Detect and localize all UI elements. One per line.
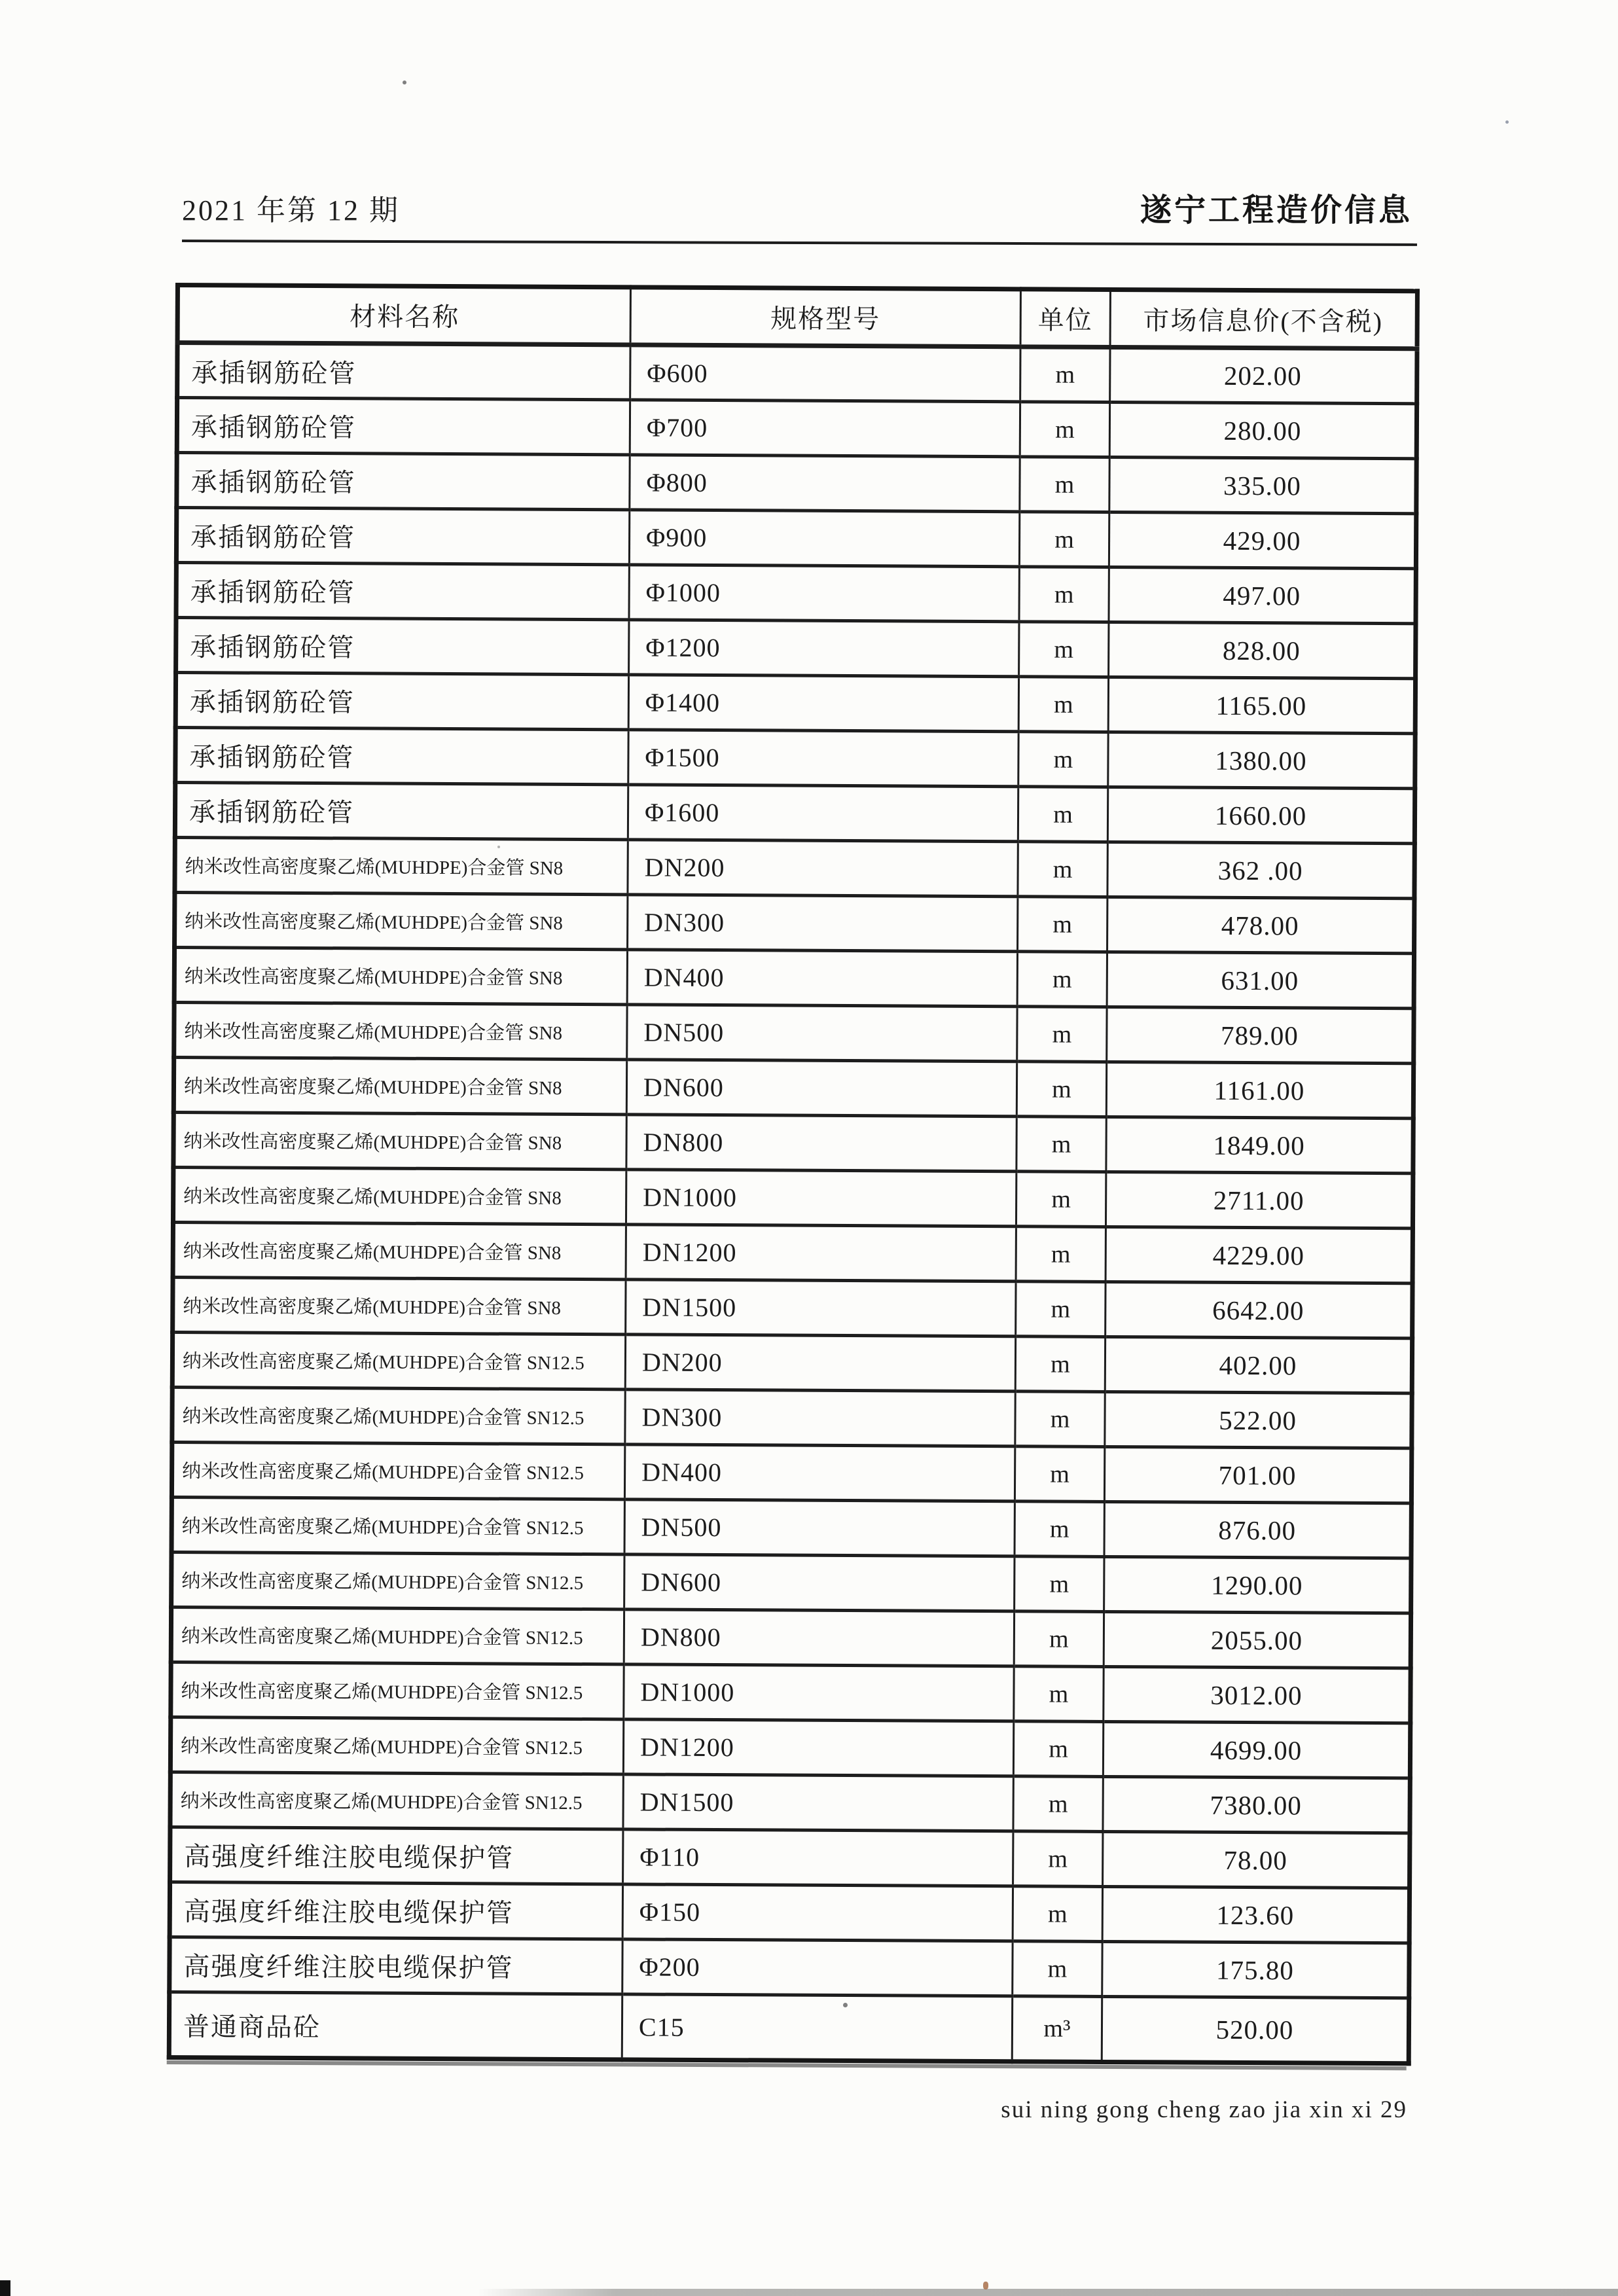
cell-unit: m: [1014, 1666, 1104, 1722]
cell-unit: m: [1016, 1062, 1106, 1117]
table-row: [174, 948, 1414, 1009]
cell-unit: m: [1019, 622, 1109, 677]
table-row: [175, 838, 1414, 899]
cell-price: 78.00: [1103, 1831, 1410, 1888]
cell-unit: m: [1017, 952, 1107, 1007]
cell-name: 纳米改性高密度聚乙烯(MUHDPE)合金管 SN8: [173, 1058, 626, 1115]
cell-name: 高强度纤维注胶电缆保护管: [170, 1827, 623, 1884]
cell-spec: DN1200: [626, 1225, 1016, 1282]
column-header-material: 材料名称: [177, 285, 630, 345]
table-row: [170, 1772, 1410, 1833]
cell-spec: Φ700: [630, 400, 1020, 457]
cell-unit: m: [1019, 567, 1109, 622]
cell-price: 1290.00: [1104, 1556, 1411, 1613]
table-row: [173, 1113, 1413, 1174]
cell-unit: m: [1013, 1886, 1102, 1942]
header-rule: [182, 240, 1417, 246]
cell-price: 6642.00: [1106, 1282, 1412, 1338]
cell-unit: m: [1015, 1501, 1104, 1557]
footer-pinyin-page-number: sui ning gong cheng zao jia xin xi 29: [1001, 2096, 1407, 2123]
cell-price: 1849.00: [1106, 1117, 1413, 1173]
cell-name: 纳米改性高密度聚乙烯(MUHDPE)合金管 SN12.5: [171, 1607, 624, 1664]
cell-unit: m: [1013, 1721, 1103, 1777]
cell-name: 承插钢筋砼管: [175, 728, 628, 785]
cell-unit: m: [1018, 677, 1108, 732]
cell-spec: DN600: [624, 1554, 1015, 1611]
scan-corner-mark: [0, 2280, 10, 2296]
cell-name: 纳米改性高密度聚乙烯(MUHDPE)合金管 SN12.5: [171, 1442, 624, 1499]
table-row: [170, 1827, 1410, 1888]
cell-price: 497.00: [1109, 567, 1416, 623]
cell-unit: m: [1015, 1391, 1105, 1447]
cell-spec: C15: [622, 1994, 1012, 2062]
cell-price: 4699.00: [1103, 1721, 1410, 1778]
table-row: [175, 728, 1415, 789]
table-row: [176, 563, 1416, 624]
table-row: [173, 1168, 1412, 1229]
cell-spec: DN1500: [623, 1774, 1013, 1831]
issue-label: 2021 年第 12 期: [182, 194, 400, 226]
cell-name: 纳米改性高密度聚乙烯(MUHDPE)合金管 SN12.5: [171, 1662, 624, 1719]
scan-speck: [1505, 120, 1509, 124]
cell-name: 纳米改性高密度聚乙烯(MUHDPE)合金管 SN12.5: [170, 1717, 623, 1774]
cell-spec: Φ200: [622, 1939, 1013, 1996]
cell-unit: m: [1018, 897, 1107, 952]
table-row: [175, 783, 1414, 844]
cell-unit: m: [1016, 1282, 1106, 1337]
cell-name: 承插钢筋砼管: [176, 508, 629, 565]
cell-name: 纳米改性高密度聚乙烯(MUHDPE)合金管 SN8: [173, 1277, 626, 1334]
publication-title: 遂宁工程造价信息: [1140, 193, 1412, 228]
table-row: [177, 453, 1416, 514]
cell-name: 承插钢筋砼管: [175, 673, 628, 730]
cell-spec: DN200: [628, 840, 1018, 897]
table-row: [174, 1003, 1414, 1064]
cell-price: 402.00: [1105, 1336, 1412, 1393]
cell-unit: m: [1013, 1941, 1102, 1997]
scan-speck: [983, 2282, 988, 2289]
price-table: [167, 283, 1420, 2066]
table-row: [176, 508, 1416, 569]
scan-speck: [403, 81, 406, 84]
cell-unit: m: [1019, 512, 1109, 567]
cell-price: 3012.00: [1104, 1666, 1411, 1723]
table-row: [171, 1607, 1411, 1668]
table-row: [171, 1552, 1411, 1613]
cell-name: 纳米改性高密度聚乙烯(MUHDPE)合金管 SN8: [175, 838, 628, 895]
table-row: [169, 1992, 1409, 2063]
cell-price: 520.00: [1102, 1996, 1409, 2063]
cell-name: 纳米改性高密度聚乙烯(MUHDPE)合金管 SN8: [175, 893, 628, 950]
table-row: [173, 1277, 1412, 1338]
cell-spec: DN300: [628, 895, 1018, 952]
cell-name: 高强度纤维注胶电缆保护管: [170, 1882, 622, 1939]
cell-spec: DN1200: [623, 1719, 1013, 1776]
cell-name: 纳米改性高密度聚乙烯(MUHDPE)合金管 SN12.5: [171, 1497, 624, 1554]
cell-spec: DN500: [624, 1499, 1015, 1556]
table-row: [173, 1223, 1412, 1283]
cell-spec: Φ150: [622, 1884, 1013, 1941]
cell-name: 纳米改性高密度聚乙烯(MUHDPE)合金管 SN8: [174, 948, 627, 1005]
price-table-body: [169, 343, 1417, 2064]
cell-price: 202.00: [1110, 347, 1417, 403]
cell-spec: DN1500: [626, 1280, 1016, 1336]
column-header-unit: 单位: [1020, 289, 1110, 348]
cell-unit: m: [1016, 1172, 1106, 1227]
table-row: [175, 893, 1414, 954]
cell-name: 承插钢筋砼管: [175, 783, 628, 840]
cell-spec: Φ1600: [628, 785, 1018, 842]
cell-spec: DN1000: [626, 1170, 1016, 1227]
table-row: [175, 673, 1415, 734]
cell-price: 429.00: [1109, 512, 1416, 568]
cell-name: 纳米改性高密度聚乙烯(MUHDPE)合金管 SN12.5: [172, 1387, 625, 1444]
cell-name: 纳米改性高密度聚乙烯(MUHDPE)合金管 SN8: [173, 1223, 626, 1280]
cell-name: 高强度纤维注胶电缆保护管: [170, 1937, 622, 1994]
cell-spec: DN600: [626, 1060, 1016, 1117]
cell-price: 335.00: [1109, 457, 1416, 513]
cell-price: 631.00: [1107, 952, 1414, 1008]
table-row: [173, 1058, 1413, 1119]
cell-unit: m: [1013, 1776, 1103, 1832]
cell-name: 纳米改性高密度聚乙烯(MUHDPE)合金管 SN8: [174, 1003, 627, 1060]
cell-price: 701.00: [1104, 1446, 1411, 1503]
cell-unit: m: [1018, 842, 1107, 897]
cell-price: 4229.00: [1106, 1227, 1412, 1283]
table-row: [172, 1387, 1412, 1448]
table-row: [177, 343, 1417, 404]
table-row: [172, 1332, 1412, 1393]
scan-speck: [497, 846, 500, 848]
cell-spec: Φ900: [629, 510, 1019, 567]
cell-unit: m: [1016, 1117, 1106, 1172]
scan-speck: [843, 2003, 848, 2007]
cell-unit: m: [1020, 457, 1109, 512]
cell-price: 2711.00: [1106, 1172, 1412, 1228]
cell-unit: m³: [1012, 1996, 1102, 2062]
cell-unit: m: [1013, 1831, 1103, 1887]
cell-name: 普通商品砼: [169, 1992, 622, 2059]
cell-spec: DN800: [624, 1609, 1014, 1666]
cell-price: 175.80: [1102, 1941, 1409, 1998]
cell-price: 1161.00: [1106, 1062, 1413, 1118]
table-row: [171, 1662, 1411, 1723]
table-row: [170, 1937, 1409, 1998]
cell-unit: m: [1016, 1227, 1106, 1282]
cell-name: 纳米改性高密度聚乙烯(MUHDPE)合金管 SN12.5: [170, 1772, 623, 1829]
cell-spec: Φ800: [630, 455, 1020, 512]
cell-price: 2055.00: [1104, 1611, 1411, 1668]
cell-spec: DN800: [626, 1115, 1016, 1172]
table-row: [176, 618, 1416, 679]
cell-spec: Φ1400: [628, 675, 1018, 732]
cell-price: 280.00: [1109, 402, 1416, 458]
table-row: [171, 1497, 1411, 1558]
cell-spec: DN400: [624, 1444, 1015, 1501]
header-row: [177, 285, 1417, 349]
scan-edge-shadow: [478, 2289, 1618, 2296]
column-header-price: 市场信息价(不含税): [1110, 289, 1417, 348]
cell-unit: m: [1020, 347, 1110, 403]
cell-unit: m: [1018, 732, 1108, 787]
cell-unit: m: [1015, 1336, 1105, 1392]
cell-price: 478.00: [1107, 897, 1414, 953]
cell-unit: m: [1015, 1446, 1104, 1502]
cell-price: 1165.00: [1108, 677, 1415, 733]
cell-name: 纳米改性高密度聚乙烯(MUHDPE)合金管 SN12.5: [171, 1552, 624, 1609]
cell-name: 承插钢筋砼管: [177, 343, 630, 400]
cell-price: 1660.00: [1107, 787, 1414, 843]
cell-price: 876.00: [1104, 1501, 1411, 1558]
table-row: [171, 1442, 1411, 1503]
cell-price: 7380.00: [1103, 1776, 1410, 1833]
cell-name: 纳米改性高密度聚乙烯(MUHDPE)合金管 SN8: [173, 1168, 626, 1225]
cell-price: 1380.00: [1108, 732, 1415, 788]
cell-price: 123.60: [1102, 1886, 1409, 1943]
cell-name: 纳米改性高密度聚乙烯(MUHDPE)合金管 SN8: [173, 1113, 626, 1170]
cell-name: 承插钢筋砼管: [176, 563, 629, 620]
cell-spec: Φ1200: [629, 620, 1019, 677]
cell-name: 纳米改性高密度聚乙烯(MUHDPE)合金管 SN12.5: [172, 1332, 625, 1389]
cell-unit: m: [1015, 1556, 1104, 1612]
cell-unit: m: [1014, 1611, 1104, 1667]
cell-price: 362 .00: [1107, 842, 1414, 898]
cell-spec: DN500: [627, 1005, 1017, 1062]
table-row: [170, 1717, 1410, 1778]
cell-spec: Φ1000: [629, 565, 1019, 622]
price-table-header: [177, 285, 1417, 349]
cell-spec: Φ110: [623, 1829, 1013, 1886]
cell-spec: DN200: [625, 1335, 1015, 1391]
cell-price: 522.00: [1105, 1391, 1412, 1448]
table-row: [170, 1882, 1409, 1943]
price-table-wrap: [167, 283, 1415, 2070]
cell-spec: Φ600: [630, 345, 1020, 402]
table-row: [177, 398, 1416, 459]
cell-name: 承插钢筋砼管: [177, 453, 630, 510]
cell-spec: DN400: [627, 950, 1017, 1007]
cell-price: 789.00: [1107, 1007, 1414, 1063]
cell-unit: m: [1017, 1007, 1107, 1062]
cell-spec: DN300: [625, 1390, 1015, 1446]
cell-unit: m: [1020, 402, 1109, 457]
column-header-spec: 规格型号: [630, 287, 1020, 347]
cell-unit: m: [1018, 787, 1107, 842]
cell-spec: DN1000: [624, 1664, 1014, 1721]
cell-price: 828.00: [1109, 622, 1416, 678]
cell-name: 承插钢筋砼管: [177, 398, 630, 455]
cell-spec: Φ1500: [628, 730, 1018, 787]
cell-name: 承插钢筋砼管: [176, 618, 629, 675]
